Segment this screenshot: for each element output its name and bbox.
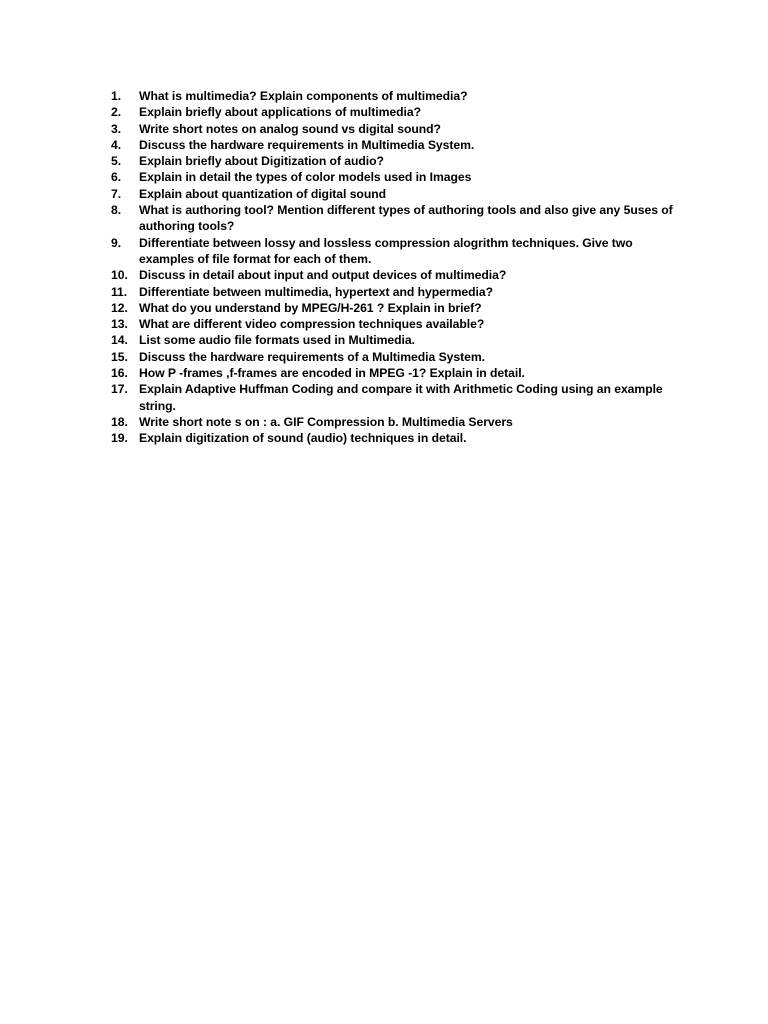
question-text: Differentiate between lossy and lossless compression alogrithm techniques. Give two examples of file format for each of them. xyxy=(139,235,633,266)
question-number: 19. xyxy=(111,431,128,446)
question-number: 11. xyxy=(111,284,128,299)
question-text: Write short notes on analog sound vs digital sound? xyxy=(139,121,441,136)
question-item xyxy=(111,137,686,153)
question-number: 2. xyxy=(111,105,122,120)
question-text: Explain in detail the types of color models used in Images xyxy=(139,170,472,185)
question-text: Explain briefly about applications of multimedia? xyxy=(139,105,421,120)
question-item xyxy=(111,381,686,414)
question-text: Explain Adaptive Huffman Coding and compare it with Arithmetic Coding using an example string. xyxy=(139,382,663,413)
question-item xyxy=(111,153,686,169)
question-item xyxy=(111,267,686,283)
question-item xyxy=(111,414,686,430)
question-item xyxy=(111,316,686,332)
question-number: 6. xyxy=(111,170,122,185)
question-text: List some audio file formats used in Multimedia. xyxy=(139,333,415,348)
question-number: 5. xyxy=(111,154,122,169)
question-item xyxy=(111,121,686,137)
question-list xyxy=(111,88,686,447)
question-text: Discuss the hardware requirements in Multimedia System. xyxy=(139,137,475,152)
question-number: 12. xyxy=(111,300,128,315)
question-text: What are different video compression techniques available? xyxy=(139,317,485,332)
question-number: 16. xyxy=(111,366,128,381)
question-text: What do you understand by MPEG/H-261 ? Explain in brief? xyxy=(139,300,482,315)
question-item xyxy=(111,349,686,365)
question-text: Differentiate between multimedia, hypertext and hypermedia? xyxy=(139,284,493,299)
question-item xyxy=(111,430,686,446)
question-number: 17. xyxy=(111,382,128,397)
question-number: 13. xyxy=(111,317,128,332)
question-item xyxy=(111,300,686,316)
question-item xyxy=(111,202,686,235)
question-number: 1. xyxy=(111,89,122,103)
question-text: How P -frames ,f-frames are encoded in MPEG -1? Explain in detail. xyxy=(139,366,525,381)
question-item xyxy=(111,365,686,381)
question-item xyxy=(111,284,686,300)
question-text: What is multimedia? Explain components of multimedia? xyxy=(139,89,468,103)
question-text: Explain briefly about Digitization of audio? xyxy=(139,154,384,169)
question-item xyxy=(111,169,686,185)
question-number: 14. xyxy=(111,333,128,348)
question-item xyxy=(111,88,686,104)
question-text: Discuss the hardware requirements of a Multimedia System. xyxy=(139,349,485,364)
question-item xyxy=(111,186,686,202)
question-number: 8. xyxy=(111,203,122,218)
question-number: 9. xyxy=(111,235,122,250)
question-number: 18. xyxy=(111,414,128,429)
question-text: Discuss in detail about input and output devices of multimedia? xyxy=(139,268,507,283)
question-item xyxy=(111,332,686,348)
question-text: What is authoring tool? Mention different types of authoring tools and also give any 5uses of authoring tools? xyxy=(139,203,673,234)
question-number: 15. xyxy=(111,349,128,364)
question-number: 4. xyxy=(111,137,122,152)
question-item xyxy=(111,104,686,120)
question-text: Explain digitization of sound (audio) techniques in detail. xyxy=(139,431,467,446)
question-number: 10. xyxy=(111,268,128,283)
question-number: 7. xyxy=(111,186,122,201)
question-text: Explain about quantization of digital sound xyxy=(139,186,387,201)
question-number: 3. xyxy=(111,121,122,136)
question-item xyxy=(111,235,686,268)
question-text: Write short note s on : a. GIF Compression b. Multimedia Servers xyxy=(139,414,513,429)
